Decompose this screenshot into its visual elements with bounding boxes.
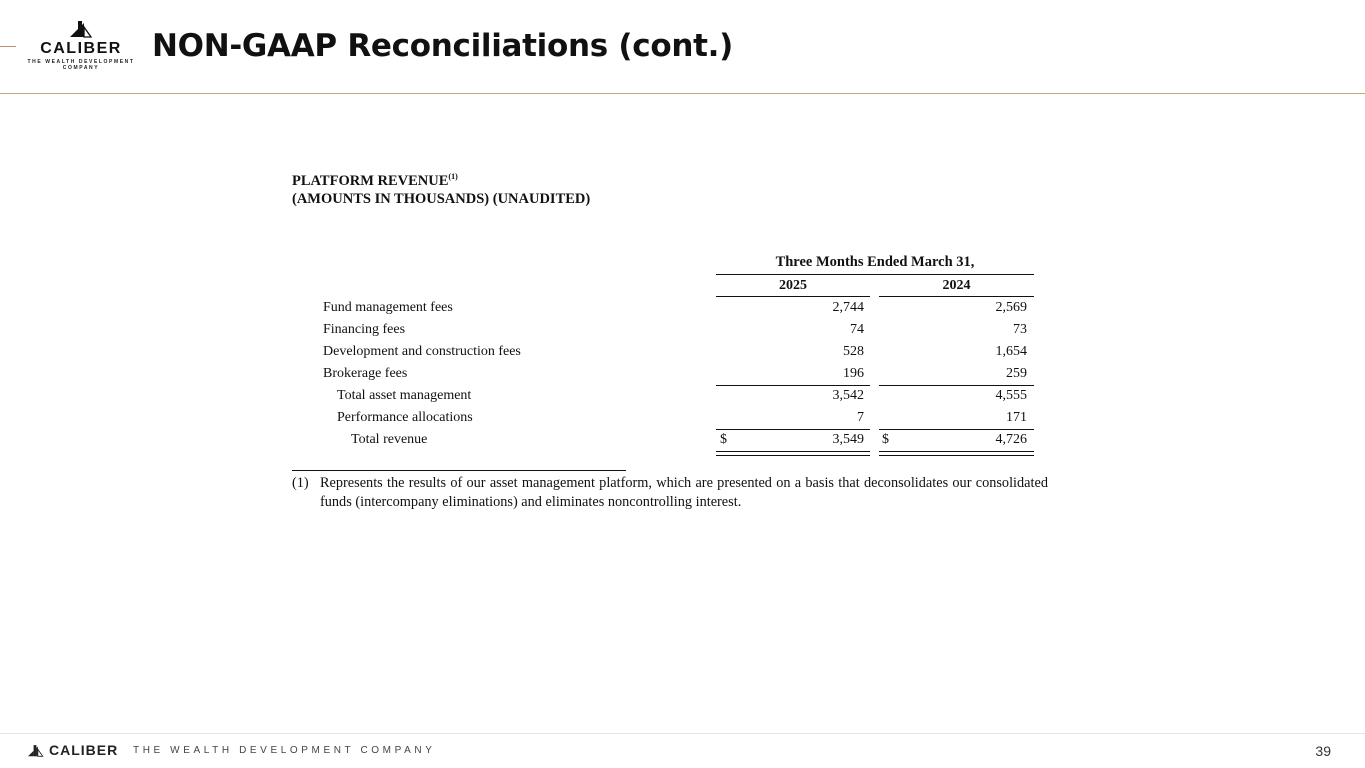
value-2024: 73: [1013, 322, 1027, 337]
subheading-text: (AMOUNTS IN THOUSANDS) (UNAUDITED): [292, 190, 591, 207]
heading-text: PLATFORM REVENUE: [292, 172, 449, 189]
row-label: Financing fees: [323, 322, 406, 337]
value-2025: 7: [857, 410, 864, 425]
footnote-mark: (1): [292, 475, 309, 491]
value-2025: 3,542: [832, 388, 864, 403]
value-2025: 2,744: [832, 300, 864, 315]
building-logo-icon: [26, 743, 44, 757]
value-2024: 259: [1006, 366, 1027, 381]
table-row: [292, 364, 1052, 386]
table-row: [292, 408, 1052, 430]
footnote-divider: [292, 470, 626, 471]
platform-revenue-document: [292, 168, 1052, 510]
double-underline-2024: [879, 451, 1034, 456]
double-underline-2025: [716, 451, 870, 456]
heading-footnote-ref: (1): [448, 172, 458, 181]
building-logo-icon: [68, 18, 92, 38]
value-2025: 528: [843, 344, 864, 359]
table-row: [292, 342, 1052, 364]
table-row-total: [292, 430, 1052, 452]
footer-divider: [0, 733, 1365, 734]
value-2025: 3,549: [832, 432, 864, 447]
logo-tagline-line1: THE WEALTH DEVELOPMENT: [27, 59, 135, 65]
document-heading: [292, 168, 1052, 208]
footer-tagline: THE WEALTH DEVELOPMENT COMPANY: [133, 745, 436, 756]
row-label: Total revenue: [351, 432, 428, 447]
value-2024: 4,726: [995, 432, 1027, 447]
currency-symbol: $: [720, 432, 727, 447]
header-divider: [0, 93, 1365, 94]
year-header-2024: 2024: [879, 278, 1034, 297]
footnote: [292, 474, 1048, 512]
value-2024: 4,555: [995, 388, 1027, 403]
header-accent-dash: [0, 46, 16, 47]
value-2024: 2,569: [995, 300, 1027, 315]
footnote-text: Represents the results of our asset management platform, which are presented on a basis that deconsolidates our consolidated funds (intercompany eliminations) and eliminates noncontrolling interest.: [320, 475, 1048, 510]
logo-wordmark: CALIBER: [40, 40, 122, 57]
value-2025: 196: [843, 366, 864, 381]
period-header: Three Months Ended March 31,: [716, 254, 1034, 275]
table-row: [292, 386, 1052, 408]
year-header-2025: 2025: [716, 278, 870, 297]
value-2024: 1,654: [995, 344, 1027, 359]
logo-tagline-line2: COMPANY: [62, 65, 100, 71]
value-2024: 171: [1006, 410, 1027, 425]
logo-tagline: [22, 59, 140, 71]
currency-symbol: $: [882, 432, 889, 447]
row-label: Brokerage fees: [323, 366, 408, 381]
value-2025: 74: [850, 322, 864, 337]
row-label: Total asset management: [337, 388, 472, 403]
caliber-logo: [22, 18, 140, 74]
row-label: Fund management fees: [323, 300, 453, 315]
footer-brand: CALIBER: [49, 742, 119, 758]
table-row: [292, 320, 1052, 342]
page-title: NON-GAAP Reconciliations (cont.): [152, 28, 733, 64]
row-label: Development and construction fees: [323, 344, 521, 359]
table-row: [292, 298, 1052, 320]
page-number: 39: [1315, 743, 1331, 759]
row-label: Performance allocations: [337, 410, 473, 425]
